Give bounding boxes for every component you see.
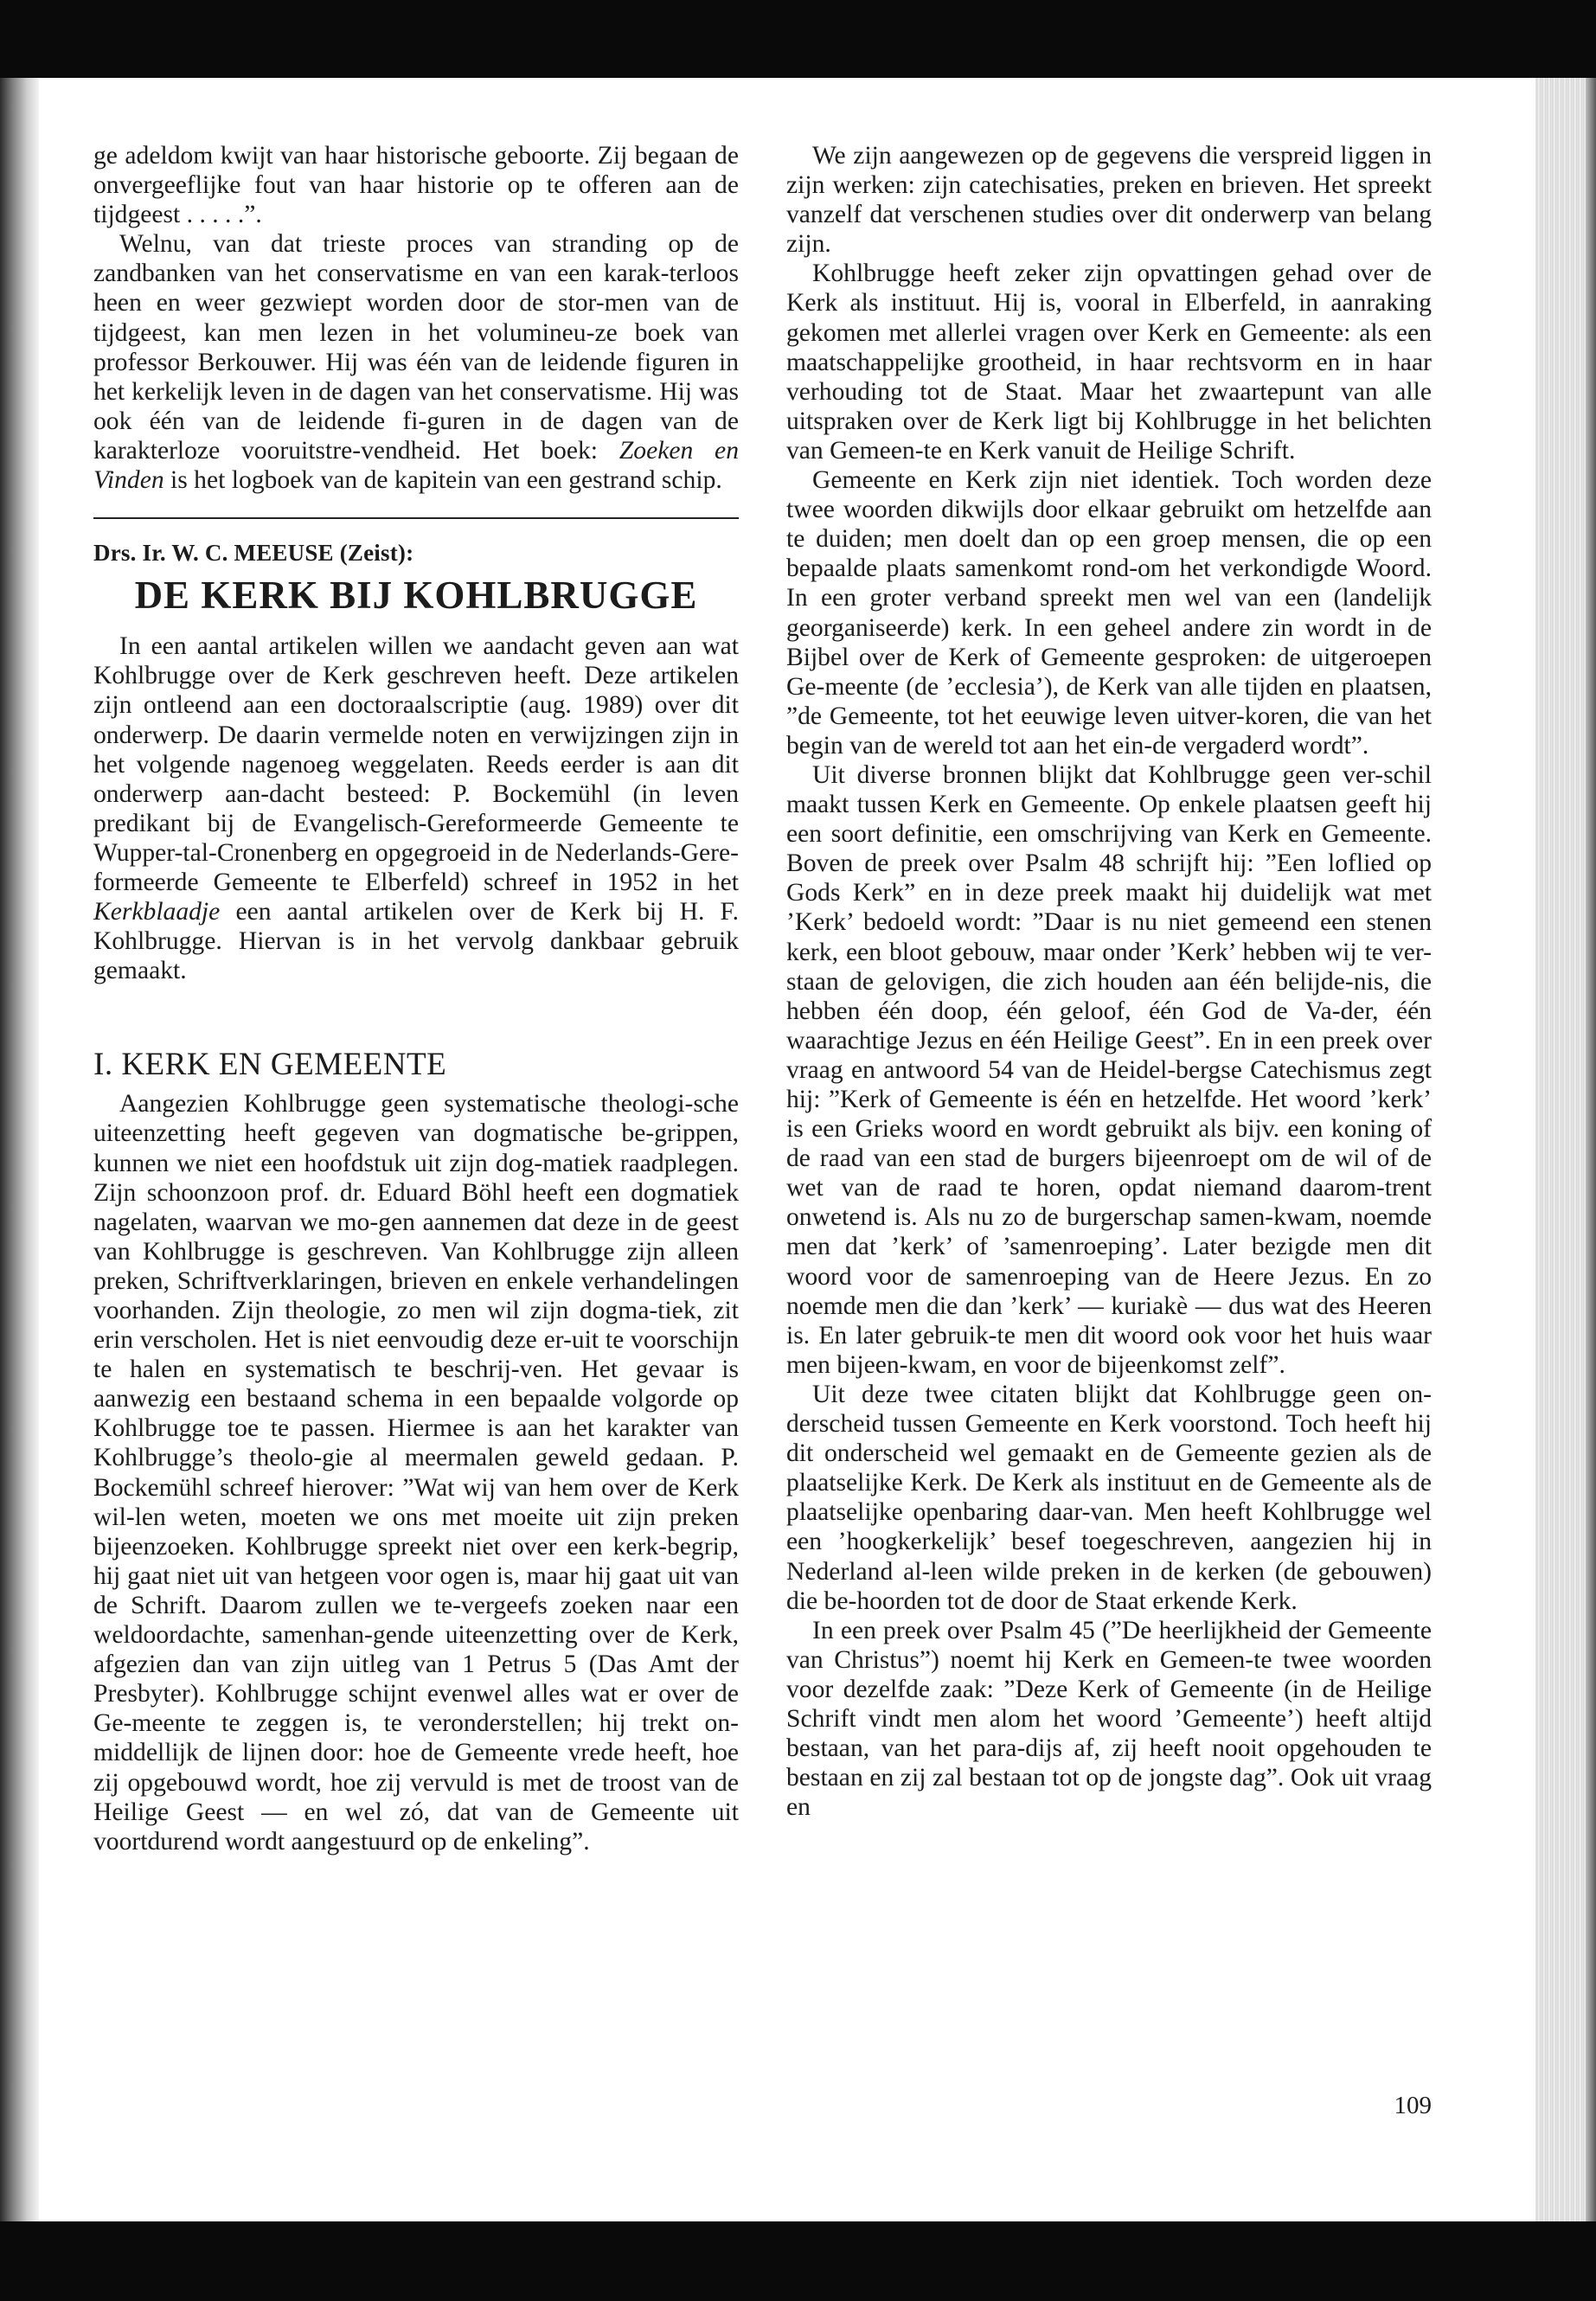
right-paragraph-5: Uit deze twee citaten blijkt dat Kohlbrugge geen on-derscheid tussen Gemeente en Kerk voorstond. Toch heeft hij dit onderscheid wel gemaakt en de Gemeente gezien als de plaatselijke Kerk. De Kerk als instituut en de Gemeente als de plaatselijke openbaring daar-van. Men heeft Kohlbrugge wel een ’hoogkerkelijk’ besef toegeschreven, aangezien hij in Nederland al-leen wilde preken in de kerken (de gebouwen) die be-hoorden tot de door de Staat erkende Kerk. <box>786 1380 1432 1615</box>
page-number: 109 <box>1394 2092 1432 2119</box>
book-title: Zoeken en Vinden <box>93 436 739 495</box>
right-paragraph-3: Gemeente en Kerk zijn niet identiek. Toch worden deze twee woorden dikwijls door elkaar gebruikt om hetzelfde aan te duiden; men doelt dan op een groep mensen, die op een bepaalde plaats samenkomt rond-om het verkondigde Woord. In een groter verband spreekt men wel van een (landelijk georganiseerde) kerk. In een geheel andere zin wordt in de Bijbel over de Kerk of Gemeente gesproken: de uitgeroepen Ge-meente (de ’ecclesia’), de Kerk van alle tijden en plaatsen, ”de Gemeente, tot het eeuwige leven uitver-koren, die van het begin van de wereld tot aan het ein-de vergaderd wordt”. <box>786 466 1432 760</box>
section-paragraph: Aangezien Kohlbrugge geen systematische theologi-sche uiteenzetting heeft gegeven van dogmatische be-grippen, kunnen we niet een hoofdstuk uit zijn dog-matiek raadplegen. Zijn schoonzoon prof. dr. Eduard Böhl heeft een dogmatiek nagelaten, waarvan we mo-gen aannemen dat deze in de geest van Kohlbrugge is geschreven. Van Kohlbrugge zijn alleen preken, Schriftverklaringen, brieven en enkele verhandelingen voorhanden. Zijn theologie, zo men wil zijn dogma-tiek, zit erin verscholen. Het is niet eenvoudig deze er-uit te voorschijn te halen en systematisch te beschrij-ven. Het gevaar is aanwezig een bestaand schema in een bepaalde volgorde op Kohlbrugge toe te passen. Hiermee is aan het karakter van Kohlbrugge’s theolo-gie al meermalen geweld gedaan. P. Bockemühl schreef hierover: ”Wat wij van hem over de Kerk wil-len weten, moeten we ons met moeite uit zijn preken bijeenzoeken. Kohlbrugge spreekt niet over een kerk-begrip, hij gaat niet uit van hetgeen voor ogen is, maar hij gaat uit van de Schrift. Daarom zullen we te-vergeefs zoeken naar een weldoordachte, samenhan-gende uiteenzetting over de Kerk, afgezien dan van zijn uitleg van 1 Petrus 5 (Das Amt der Presbyter). Kohlbrugge schijnt evenwel alles wat er over de Ge-meente te zeggen is, te veronderstellen; hij trekt on-middellijk de lijnen door: hoe de Gemeente vrede heeft, hoe zij opgebouwd wordt, hoe zij vervuld is met de troost van de Heilige Geest — en wel zó, dat van de Gemeente uit voortdurend wordt aangestuurd op de enkeling”. <box>93 1090 739 1856</box>
right-paragraph-4: Uit diverse bronnen blijkt dat Kohlbrugge geen ver-schil maakt tussen Kerk en Gemeente. Op enkele plaatsen geeft hij een soort definitie, een omschrijving van Kerk en Gemeente. Boven de preek over Psalm 48 schrijft hij: ”Een loflied op Gods Kerk” en in deze preek maakt hij duidelijk wat met ’Kerk’ bedoeld wordt: ”Daar is nu niet gemeend een stenen kerk, een bloot gebouw, maar onder ’Kerk’ hebben wij te ver-staan de gelovigen, die zich houden aan één belijde-nis, die hebben één doop, één geloof, één God de Va-der, één waarachtige Jezus en één Heilige Geest”. En in een preek over vraag en antwoord 54 van de Heidel-bergse Catechismus zegt hij: ”Kerk of Gemeente is één en hetzelfde. Het woord ’kerk’ is een Grieks woord en wordt gebruikt als bijv. een koning of de raad van een stad de burgers bijeenroept om de wil of de wet van de raad te horen, opdat niemand daarom-trent onwetend is. Als nu zo de burgerschap samen-kwam, noemde men dat ’kerk’ of ’samenroeping’. Later bezigde men dit woord voor de samenroeping van de Heere Jezus. En zo noemde men die dan ’kerk’ — kuriakè — dus wat des Heeren is. En later gebruik-te men dit woord ook voor het huis waar men bijeen-kwam, en voor de bijeenkomst zelf”. <box>786 760 1432 1379</box>
section-heading: I. KERK EN GEMEENTE <box>93 1047 447 1083</box>
intro-paragraph-1: ge adeldom kwijt van haar historische geboorte. Zij begaan de onvergeeflijke fout van haar historie op te offeren aan de tijdgeest . . . . .”. <box>93 142 739 229</box>
right-paragraph-1: We zijn aangewezen op de gegevens die verspreid liggen in zijn werken: zijn catechisaties, preken en brieven. Het spreekt vanzelf dat verschenen studies over dit onderwerp van belang zijn. <box>786 142 1432 259</box>
article-divider <box>93 517 739 519</box>
scan-bottom-border <box>0 2221 1596 2301</box>
book-spine-shadow <box>0 78 39 2221</box>
scan-top-border <box>0 0 1596 78</box>
right-column <box>786 141 1432 1822</box>
article-headline: DE KERK BIJ KOHLBRUGGE <box>134 574 698 618</box>
article-intro-text-end: een aantal artikelen over de Kerk bij H. F. Kohlbrugge. Hiervan is in het vervolg dankbaar gebruik gemaakt. <box>93 898 740 985</box>
book-page-edges <box>1535 78 1596 2221</box>
intro-paragraph-2 <box>93 229 739 495</box>
intro-paragraph-2-end: is het logboek van de kapitein van een gestrand schip. <box>170 466 722 495</box>
right-paragraph-6: In een preek over Psalm 45 (”De heerlijkheid der Gemeente van Christus”) noemt hij Kerk en Gemeen-te twee woorden voor dezelfde zaak: ”Deze Kerk of Gemeente (in de Heilige Schrift vindt men alom het woord ’Gemeente’) heeft altijd bestaan, van het para-dijs af, zij heeft nooit opgehouden te bestaan en zij zal bestaan tot op de jongste dag”. Ook uit vraag en <box>786 1616 1432 1822</box>
article-intro-text: In een aantal artikelen willen we aandacht geven aan wat Kohlbrugge over de Kerk geschreven heeft. Deze artikelen zijn ontleend aan een doctoraalscriptie (aug. 1989) over dit onderwerp. De daarin vermelde noten en verwijzingen zijn in het volgende nagenoeg weggelaten. Reeds eerder is aan dit onderwerp aan-dacht besteed: P. Bockemühl (in leven predikant bij de Evangelisch-Gereformeerde Gemeente te Wupper-tal-Cronenberg en opgegroeid in de Nederlands-Gere-formeerde Gemeente te Elberfeld) schreef in 1952 in het <box>93 632 739 896</box>
article-intro-paragraph <box>93 631 739 985</box>
journal-title: Kerkblaadje <box>93 898 221 926</box>
right-paragraph-2: Kohlbrugge heeft zeker zijn opvattingen gehad over de Kerk als instituut. Hij is, vooral in Elberfeld, in aanraking gekomen met allerlei vragen over Kerk en Gemeente: als een maatschappelijke grootheid, in haar rechtsvorm en in haar verhouding tot de Staat. Maar het zwaartepunt van alle uitspraken over de Kerk ligt bij Kohlbrugge in het belichten van Gemeen-te en Kerk vanuit de Heilige Schrift. <box>786 260 1432 465</box>
left-column <box>93 141 739 1856</box>
intro-paragraph-2-text: Welnu, van dat trieste proces van stranding op de zandbanken van het conservatisme en van een karak-terloos heen en weer gezwiept worden door de stor-men van de tijdgeest, kan men lezen in het volumineu-ze boek van professor Berkouwer. Hij was één van de leidende figuren in het kerkelijk leven in de dagen van het conservatisme. Hij was ook één van de leidende fi-guren in de dagen van de karakterloze vooruitstre-vendheid. Het boek: <box>93 230 739 465</box>
author-byline: Drs. Ir. W. C. MEEUSE (Zeist): <box>93 540 414 567</box>
